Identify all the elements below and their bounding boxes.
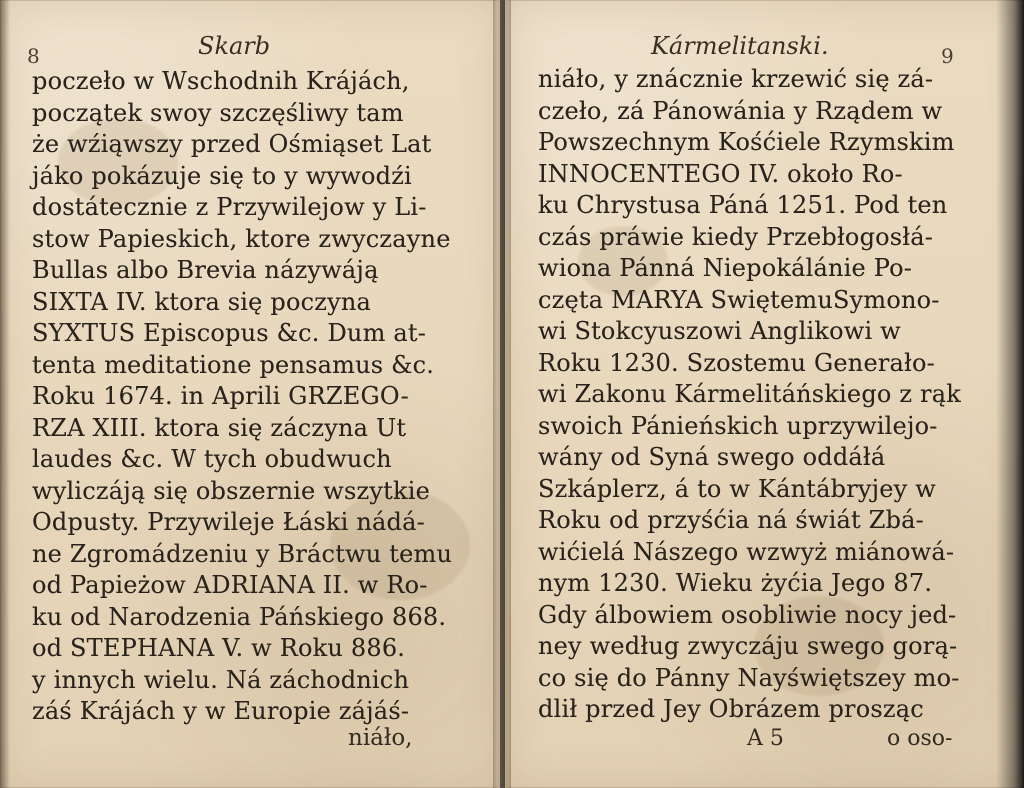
left-page — [0, 0, 500, 788]
text-line: ne Zgromádzeniu y Bráctwu temu — [32, 539, 453, 568]
text-line: wány od Syná swego oddáłá — [538, 443, 886, 471]
text-line: od STEPHANA V. w Roku 886. — [32, 634, 406, 662]
text-line: początek swoy szczęśliwy tam — [32, 98, 404, 127]
text-line: Szkáplerz, á to w Kántábryjey w — [538, 474, 937, 503]
text-line: Roku 1230. Szostemu Generało- — [538, 348, 935, 377]
right-page-edge-shadow — [996, 0, 1024, 788]
text-line: od Papieżow ADRIANA II. w Ro- — [32, 571, 428, 599]
text-line: y innych wielu. Ná záchodnich — [32, 665, 410, 694]
text-line: Gdy álbowiem osobliwie nocy jed- — [538, 600, 957, 629]
printer-signature: A 5 — [747, 726, 784, 751]
text-line: INNOCENTEGO IV. około Ro- — [538, 159, 903, 188]
left-page-text — [32, 66, 452, 728]
text-line: laudes &c. W tych obudwuch — [32, 445, 392, 473]
left-running-head: Skarb — [198, 32, 271, 60]
left-page-number: 8 — [27, 44, 40, 68]
text-line: wiona Pánná Niepokálánie Po- — [538, 254, 913, 282]
text-line: RZA XIII. ktora się záczyna Ut — [32, 413, 407, 442]
text-line: Odpusty. Przywileje Łáski nádá- — [32, 508, 425, 536]
text-line: wi Zakonu Kármelitáńskiego z rąk — [538, 380, 961, 408]
text-line: ku Chrystusa Páná 1251. Pod ten — [538, 191, 948, 219]
text-line: częta MARYA SwiętemuSymono- — [538, 285, 940, 314]
text-line: swoich Pánieńskich uprzywilejo- — [538, 411, 938, 440]
right-page-number: 9 — [941, 44, 954, 68]
text-line: wyliczáją się obszernie wszytkie — [32, 476, 430, 505]
text-line: Powszechnym Kośćiele Rzymskim — [538, 128, 955, 156]
text-line: że wźiąwszy przed Ośmiąset Lat — [32, 130, 432, 158]
text-line: czás práwie kiedy Przebłogosłá- — [538, 222, 934, 251]
right-page-text — [538, 64, 961, 726]
text-line: ku od Narodzenia Páńskiego 868. — [32, 602, 447, 631]
text-line: wićielá Nászego wzwyż miánowá- — [538, 537, 955, 566]
left-page-edge-shadow — [0, 0, 10, 788]
text-line: Roku 1674. in Aprili GRZEGO- — [32, 382, 409, 410]
text-line: tenta meditatione pensamus &c. — [32, 350, 435, 379]
text-line: czeło, zá Pánowánia y Rządem w — [538, 96, 943, 125]
text-line: jáko pokázuje się to y wywodźi — [32, 161, 412, 190]
text-line: co się do Pánny Nayświętszey mo- — [538, 663, 960, 692]
book-gutter — [493, 0, 511, 788]
text-line: nym 1230. Wieku żyćia Jego 87. — [538, 569, 933, 597]
right-page — [505, 0, 1024, 788]
text-line: SYXTUS Episcopus &c. Dum at- — [32, 319, 427, 347]
right-running-head: Kármelitanski. — [651, 32, 829, 60]
text-line: wi Stokcyuszowi Anglikowi w — [538, 317, 901, 345]
text-line: Bullas albo Brevia názywáją — [32, 256, 379, 284]
text-line: dostátecznie z Przywilejow y Li- — [32, 193, 427, 221]
left-catchword: niáło, — [348, 725, 413, 751]
text-line: SIXTA IV. ktora się poczyna — [32, 287, 372, 316]
text-line: Roku od przyśćia ná świát Zbá- — [538, 506, 924, 534]
text-line: stow Papieskich, ktore zwyczayne — [32, 224, 451, 253]
text-line: dlił przed Jey Obrázem prosząc — [538, 695, 924, 723]
text-line: ney według zwyczáju swego gorą- — [538, 632, 958, 660]
right-catchword: o oso- — [887, 726, 953, 751]
text-line: záś Krájách y w Europie zájáś- — [32, 697, 410, 725]
text-line: niáło, y znácznie krzewić się zá- — [538, 65, 934, 93]
text-line: poczeło w Wschodnih Krájách, — [32, 67, 410, 95]
